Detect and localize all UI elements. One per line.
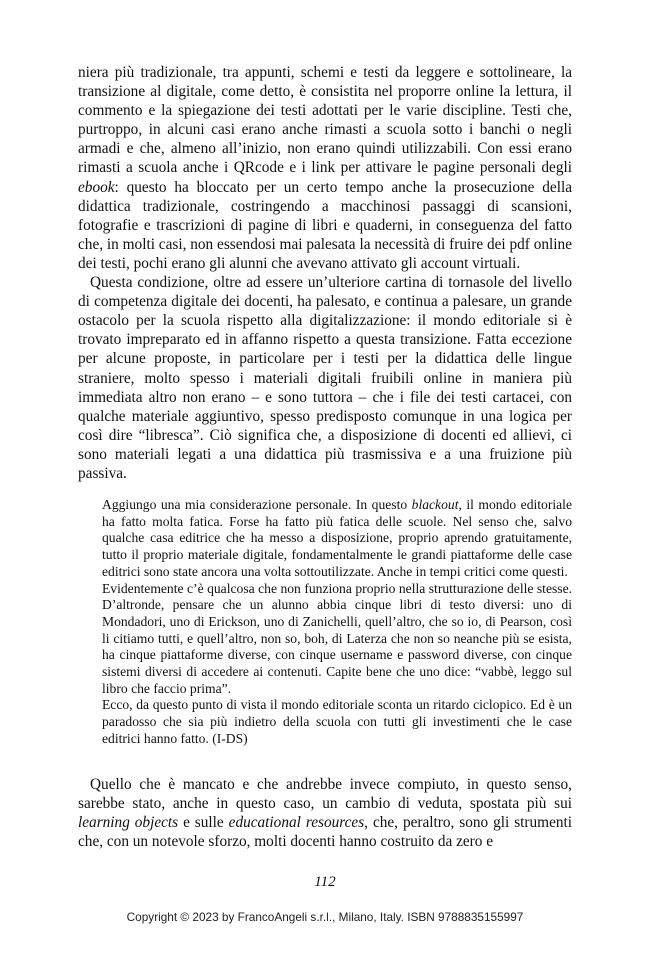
copyright-notice: Copyright © 2023 by FrancoAngeli s.r.l., Milano, Italy. ISBN 9788835155997 xyxy=(126,910,524,924)
emphasis-educational-resources: educational resources xyxy=(228,814,365,832)
emphasis-ebook: ebook xyxy=(78,178,115,196)
emphasis-blackout: blackout xyxy=(411,497,459,512)
emphasis-learning-objects: learning objects xyxy=(78,814,179,832)
paragraph-2: Questa condizione, oltre ad essere un’ulteriore cartina di tornasole del livello di competenza digitale dei docenti, ha palesato, e continua a palesare, un grande ostacolo per la scuola rispetto alla digitalizzazione: il mondo editoriale si è trovato impreparato ed in affanno rispetto a questa transizione. Fatta eccezione per alcune proposte, in particolare per i testi per la didattica delle lingue straniere, molto spesso i materiali digitali fruibili online in maniera più immediata altro non erano – e sono tuttora – che i file dei testi cartacei, con qualche materiale aggiuntivo, spesso predisposto comunque in una logica per così dire “libresca”. Ciò significa che, a disposizione di docenti ed allievi, ci sono materiali legati a una didattica più trasmissiva e a una fruizione più passiva. xyxy=(78,274,572,482)
body-text-top xyxy=(78,63,572,483)
quote-paragraph-2: Evidentemente c’è qualcosa che non funziona proprio nella strutturazione delle stesse. D’altronde, pensare che un alunno abbia cinque libri di testo diversi: uno di Mondadori, uno di Erickson, uno di Zanichelli, quell’altro, che so io, di Pearson, così li citiamo tutti, e quell’altro, non so, boh, di Laterza che non so neanche più se esista, ha cinque piattaforme diverse, con cinque username e password diverse, con cinque sistemi diversi di accedere ai contenuti. Capite bene che uno dice: “vabbè, leggo sul libro che faccio prima”. xyxy=(102,580,572,696)
quote-paragraph-1: Aggiungo una mia considerazione personale. In questo blackout, il mondo editoriale ha fatto molta fatica. Forse ha fatto più fatica delle scuole. Nel senso che, salvo qualche casa editrice che ha messo a disposizione, proprio aprendo gratuitamente, tutto il proprio materiale digitale, fondamentalmente le grandi piattaforme delle case editrici sono state ancora una volta sottoutilizzate. Anche in tempi critici come questi. xyxy=(102,497,572,579)
quote-paragraph-3: Ecco, da questo punto di vista il mondo editoriale sconta un ritardo ciclopico. Ed è un paradosso che sia più indietro della scuola con tutti gli investimenti che le case editrici hanno fatto. (I-DS) xyxy=(102,697,572,746)
paragraph-1: niera più tradizionale, tra appunti, schemi e testi da leggere e sottolineare, la transizione al digitale, come detto, è consistita nel proporre online la lettura, il commento e la spiegazione dei testi adottati per le varie discipline. Testi che, purtroppo, in alcuni casi erano anche rimasti a scuola sotto i banchi o negli armadi e che, almeno all’inizio, non erano quindi utilizzabili. Con essi erano rimasti a scuola anche i QRcode e i link per attivare le pagine personali degli ebook: questo ha bloccato per un certo tempo anche la prosecuzione della didattica tradizionale, costringendo a macchinosi passaggi di scansioni, fotografie e trascrizioni di pagine di libri e quaderni, in conseguenza del fatto che, in molti casi, non essendosi mai palesata la necessità di fruire dei pdf online dei testi, pochi erano gli alunni che avevano attivato gli account virtuali. xyxy=(78,64,572,272)
paragraph-3: Quello che è mancato e che andrebbe invece compiuto, in questo senso, sarebbe stato, anche in questo caso, un cambio di veduta, spostata più sui learning objects e sulle educational resources, che, peraltro, sono gli strumenti che, con un notevole sforzo, molti docenti hanno costruito da zero e xyxy=(78,776,573,851)
body-text-bottom xyxy=(78,775,572,851)
page-number: 112 xyxy=(314,874,336,890)
interview-quote xyxy=(102,497,572,748)
